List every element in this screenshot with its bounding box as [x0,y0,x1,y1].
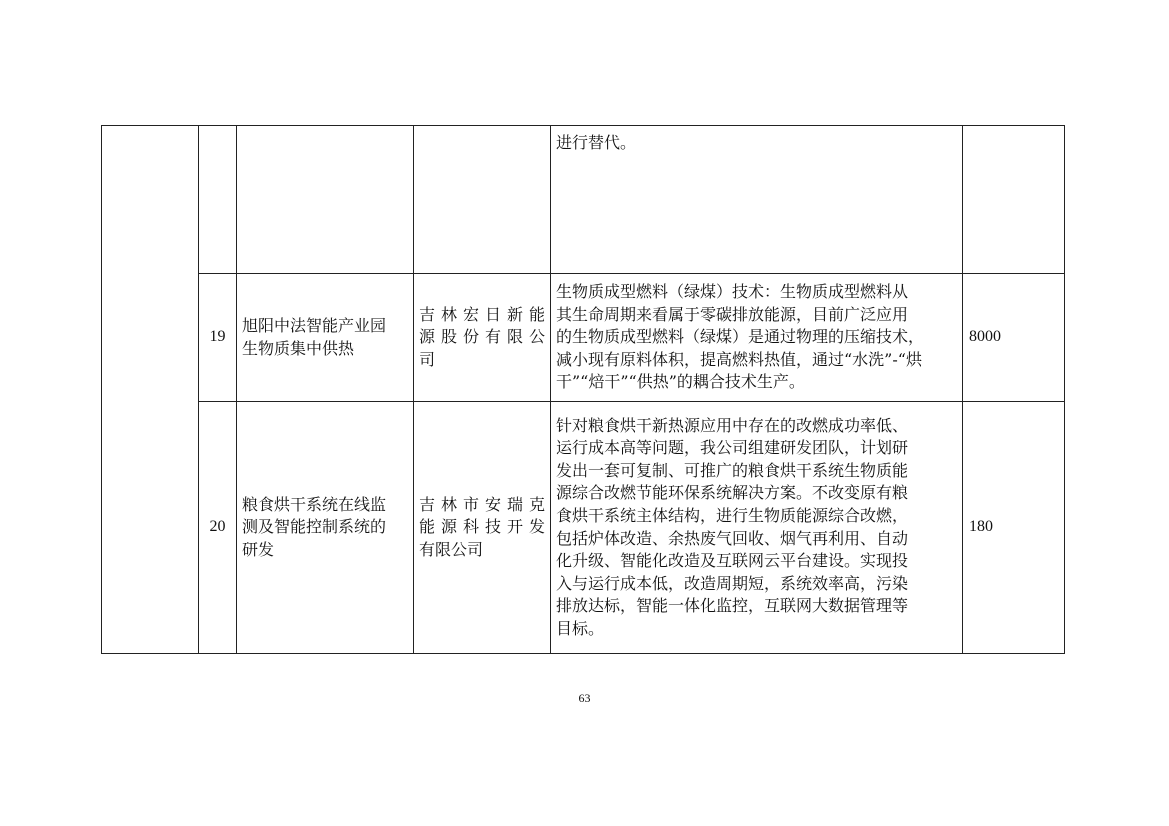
name-line: 粮食烘干系统在线监 [242,494,387,514]
desc-line: 减小现有原料体积，提高燃料热值，通过“水洗”-“烘 [556,349,922,369]
investment: 180 [963,402,1065,654]
desc-line: 入与运行成本低，改造周期短，系统效率高，污染 [556,573,909,593]
table-row [102,402,1065,654]
project-description [551,402,963,654]
company-name [414,126,551,274]
company-line: 吉林市安瑞克 [419,494,545,514]
table-row [102,274,1065,402]
project-description [551,126,963,274]
name-line: 生物质集中供热 [242,338,355,358]
name-line: 旭阳中法智能产业园 [242,315,387,335]
project-description [551,274,963,402]
row-number: 19 [199,274,237,402]
name-line: 研发 [242,539,275,559]
row-number: 20 [199,402,237,654]
row-number [199,126,237,274]
desc-line: 进行替代。 [556,133,637,152]
page-number: 63 [578,691,591,705]
company-line: 有限公司 [419,539,484,559]
company-line: 吉林宏日新能 [419,304,545,324]
desc-line: 干”“焙干”“供热”的耦合技术生产。 [556,372,805,392]
desc-line: 其生命周期来看属于零碳排放能源，目前广泛应用 [556,304,909,324]
desc-line: 的生物质成型燃料（绿煤）是通过物理的压缩技术， [556,327,925,347]
company-line: 司 [419,349,436,369]
desc-line: 针对粮食烘干新热源应用中存在的改燃成功率低、 [556,415,909,435]
company-name [414,274,551,402]
investment: 8000 [963,274,1065,402]
project-name [237,126,414,274]
table-row [102,126,1065,274]
desc-line: 包括炉体改造、余热废气回收、烟气再利用、自动 [556,528,909,548]
desc-line: 化升级、智能化改造及互联网云平台建设。实现投 [556,551,909,571]
project-name [237,402,414,654]
company-name [414,402,551,654]
desc-line: 目标。 [556,618,605,638]
project-name [237,274,414,402]
desc-line: 排放达标，智能一体化监控，互联网大数据管理等 [556,596,909,616]
desc-line: 源综合改燃节能环保系统解决方案。不改变原有粮 [556,483,909,503]
category-cell [102,126,199,654]
investment [963,126,1065,274]
name-line: 测及智能控制系统的 [242,517,387,537]
company-line: 源股份有限公 [419,327,545,347]
project-table [101,125,1065,654]
desc-line: 运行成本高等问题，我公司组建研发团队，计划研 [556,438,909,458]
desc-line: 生物质成型燃料（绿煤）技术：生物质成型燃料从 [556,282,909,302]
company-line: 能源科技开发 [419,517,545,537]
desc-line: 发出一套可复制、可推广的粮食烘干系统生物质能 [556,460,909,480]
desc-line: 食烘干系统主体结构，进行生物质能源综合改燃， [556,505,909,525]
